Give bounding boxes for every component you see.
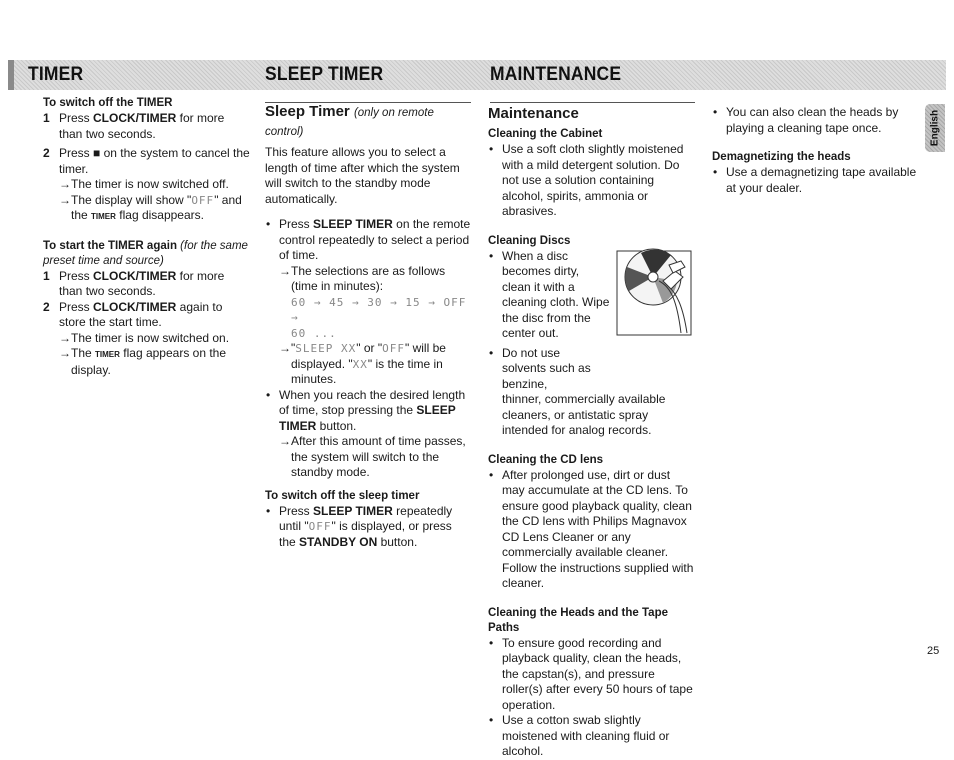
title-text: Sleep Timer <box>265 103 350 120</box>
step-text: Press <box>59 299 94 314</box>
bullet-text: Press <box>279 217 314 231</box>
bullet-text: button. <box>377 534 418 549</box>
timer-column <box>43 96 251 378</box>
header-sleep-timer: SLEEP TIMER <box>265 64 384 85</box>
step-text: Press <box>59 111 94 125</box>
switch-off-step-1 <box>43 111 251 142</box>
lcd-text-xx: XX <box>352 357 368 371</box>
clock-timer-key-label: CLOCK/TIMER <box>93 111 177 125</box>
title-subtitle: (only on remote control) <box>265 107 434 138</box>
step-number: 2 <box>43 299 50 314</box>
sleep-timer-key-label: SLEEP TIMER <box>279 403 456 433</box>
cleaning-heads-title: Cleaning the Heads and the Tape Paths <box>488 606 668 634</box>
bullet-icon: • <box>489 248 494 263</box>
bullet-text: You can also clean the heads by playing a cleaning tape once. <box>726 105 899 135</box>
step-number: 1 <box>43 268 50 283</box>
bullet-text: After prolonged use, dirt or dust may accumulate at the CD lens. To ensure good playback quality, clean the CD lens with Philips Magnavox CD Lens Cleaner or any commercially available cleaner. Follow the instructions supplied with cleaner. <box>502 467 694 590</box>
page-number: 25 <box>927 645 940 657</box>
result-text: " will be displayed. " <box>291 341 446 371</box>
maintenance-column <box>488 105 695 760</box>
sleep-timer-column <box>265 103 471 550</box>
cleaning-cabinet-title: Cleaning the Cabinet <box>488 128 603 140</box>
start-again-step-1 <box>43 269 251 300</box>
stop-square-icon: ■ <box>93 146 101 160</box>
start-timer-again-title <box>43 239 251 269</box>
arrow-right-icon: → <box>59 192 71 207</box>
bullet-text: button. <box>316 418 357 433</box>
bullet-text: Press <box>279 503 314 518</box>
result-text: " and the <box>71 192 242 222</box>
maintenance-title-rule <box>490 102 695 103</box>
bullet-text: To ensure good recording and playback quality, clean the heads, the capstan(s), and pressure roller(s) after every 50 hours of tape operation. <box>502 635 693 712</box>
bullet-text: repeatedly until " <box>279 503 453 533</box>
cleaning-tape-bullet <box>712 105 917 136</box>
sleep-bullet-1 <box>265 217 471 264</box>
bullet-icon: • <box>266 503 271 518</box>
bullet-icon: • <box>713 105 718 119</box>
language-side-tab <box>925 104 945 152</box>
bullet-text: on the remote control repeatedly to select a period of time. <box>279 217 471 262</box>
result-text: " is the time in minutes. <box>291 356 443 386</box>
step-text: for more than two seconds. <box>59 268 225 298</box>
title-text: To start the TIMER again <box>43 239 177 252</box>
start-again-step-2 <box>43 300 251 331</box>
bullet-icon: • <box>489 467 494 482</box>
sleep-display-note <box>279 341 471 388</box>
step-number: 2 <box>43 146 50 160</box>
bullet-text: thinner, commercially available cleaners, or antistatic spray intended for analog records. <box>502 392 666 437</box>
standby-on-key-label: STANDBY ON <box>299 534 378 549</box>
sleep-timer-key-label: SLEEP TIMER <box>313 217 393 231</box>
bullet-icon: • <box>489 345 494 360</box>
header-bar-edge <box>8 60 14 90</box>
arrow-right-icon: → <box>279 341 291 355</box>
sleep-timer-key-label: SLEEP TIMER <box>313 503 393 518</box>
title-subtitle: (for the same preset time and source) <box>43 239 248 267</box>
result-text: The selections are as follows (time in minutes): <box>291 263 446 293</box>
lcd-text-sleep: SLEEP XX <box>295 342 357 355</box>
heads-bullet-1 <box>488 636 695 714</box>
timer-flag-label: TIMER <box>95 350 120 359</box>
discs-bullet-1 <box>488 249 610 342</box>
demagnetizing-bullet <box>712 165 917 196</box>
result-text: flag disappears. <box>119 208 204 222</box>
lcd-sequence-cont: 60 ... <box>291 326 337 340</box>
header-maintenance: MAINTENANCE <box>490 64 622 85</box>
sleep-result <box>279 434 471 481</box>
heads-bullet-2 <box>488 713 695 760</box>
switch-off-timer-title: To switch off the TIMER <box>43 97 173 109</box>
switch-off-result-2 <box>59 193 251 225</box>
bullet-icon: • <box>266 217 271 231</box>
timer-flag-label: TIMER <box>91 212 116 221</box>
bullet-text: When you reach the desired length of time, stop pressing the <box>279 387 466 417</box>
result-text: The <box>71 346 92 360</box>
sleep-selections <box>279 264 471 342</box>
switch-off-result-1 <box>59 177 251 193</box>
bullet-icon: • <box>489 635 494 650</box>
bullet-icon: • <box>489 142 494 156</box>
step-text: again to store the start time. <box>59 299 223 329</box>
bullet-text: Use a cotton swab slightly moistened with cleaning fluid or alcohol. <box>502 713 670 758</box>
step-text: Press <box>59 146 94 160</box>
cleaning-discs-title: Cleaning Discs <box>488 234 571 247</box>
bullet-text: When a disc becomes dirty, clean it with a cleaning cloth. Wipe the disc from the center out. <box>502 248 610 340</box>
result-text: The timer is now switched off. <box>71 177 229 191</box>
switch-off-step-2 <box>43 146 251 177</box>
step-text: Press <box>59 268 94 283</box>
clock-timer-key-label: CLOCK/TIMER <box>93 268 177 283</box>
result-text: " or " <box>356 341 383 355</box>
bullet-icon: • <box>266 387 271 402</box>
clock-timer-key-label: CLOCK/TIMER <box>93 299 177 314</box>
lcd-sequence: 60 → 45 → 30 → 15 → OFF → <box>291 295 467 324</box>
demagnetizing-title: Demagnetizing the heads <box>712 151 851 163</box>
right-column <box>712 105 917 196</box>
result-text: " <box>291 341 296 355</box>
start-again-result-2 <box>59 346 251 378</box>
lens-bullet <box>488 468 695 592</box>
arrow-right-icon: → <box>59 177 71 191</box>
arrow-right-icon: → <box>59 330 71 345</box>
bullet-icon: • <box>489 713 494 727</box>
language-label: English <box>929 109 941 147</box>
maintenance-title: Maintenance <box>488 105 579 122</box>
lcd-text-off: OFF <box>308 520 332 533</box>
result-text: The timer is now switched on. <box>71 330 230 345</box>
step-text: for more than two seconds. <box>59 111 225 141</box>
discs-bullet-2 <box>488 346 695 439</box>
arrow-right-icon: → <box>59 346 71 360</box>
switch-off-sleep-title: To switch off the sleep timer <box>265 489 420 502</box>
sleep-bullet-2 <box>265 388 471 435</box>
bullet-text: Use a soft cloth slightly moistened with a mild detergent solution. Do not use a solution containing alcohol, spirits, ammonia or abrasives. <box>502 142 684 218</box>
bullet-icon: • <box>713 165 718 179</box>
arrow-right-icon: → <box>279 263 291 278</box>
bullet-text: Do not use solvents such as benzine, <box>502 345 591 391</box>
switch-off-sleep-bullet <box>265 504 471 551</box>
bullet-text: " is displayed, or press the <box>279 519 452 549</box>
bullet-text: Use a demagnetizing tape available at your dealer. <box>726 165 917 195</box>
disc-cleaning-illustration <box>611 241 695 337</box>
header-timer: TIMER <box>28 64 84 85</box>
cleaning-cd-lens-title: Cleaning the CD lens <box>488 453 604 466</box>
lcd-text-off: OFF <box>382 342 405 355</box>
result-text: The display will show " <box>71 192 192 207</box>
result-text: flag appears on the display. <box>71 346 227 377</box>
cabinet-bullet <box>488 142 695 220</box>
result-text: After this amount of time passes, the system will switch to the standby mode. <box>291 434 466 479</box>
step-text: on the system to cancel the timer. <box>59 146 250 176</box>
step-number: 1 <box>43 111 50 125</box>
sleep-timer-title <box>265 103 471 141</box>
arrow-right-icon: → <box>279 434 291 448</box>
sleep-intro: This feature allows you to select a length of time after which the system will switch to the standby mode automatically. <box>265 145 460 206</box>
lcd-text-off: OFF <box>191 193 215 207</box>
start-again-result-1 <box>59 331 251 347</box>
section-header-bar <box>8 60 946 90</box>
